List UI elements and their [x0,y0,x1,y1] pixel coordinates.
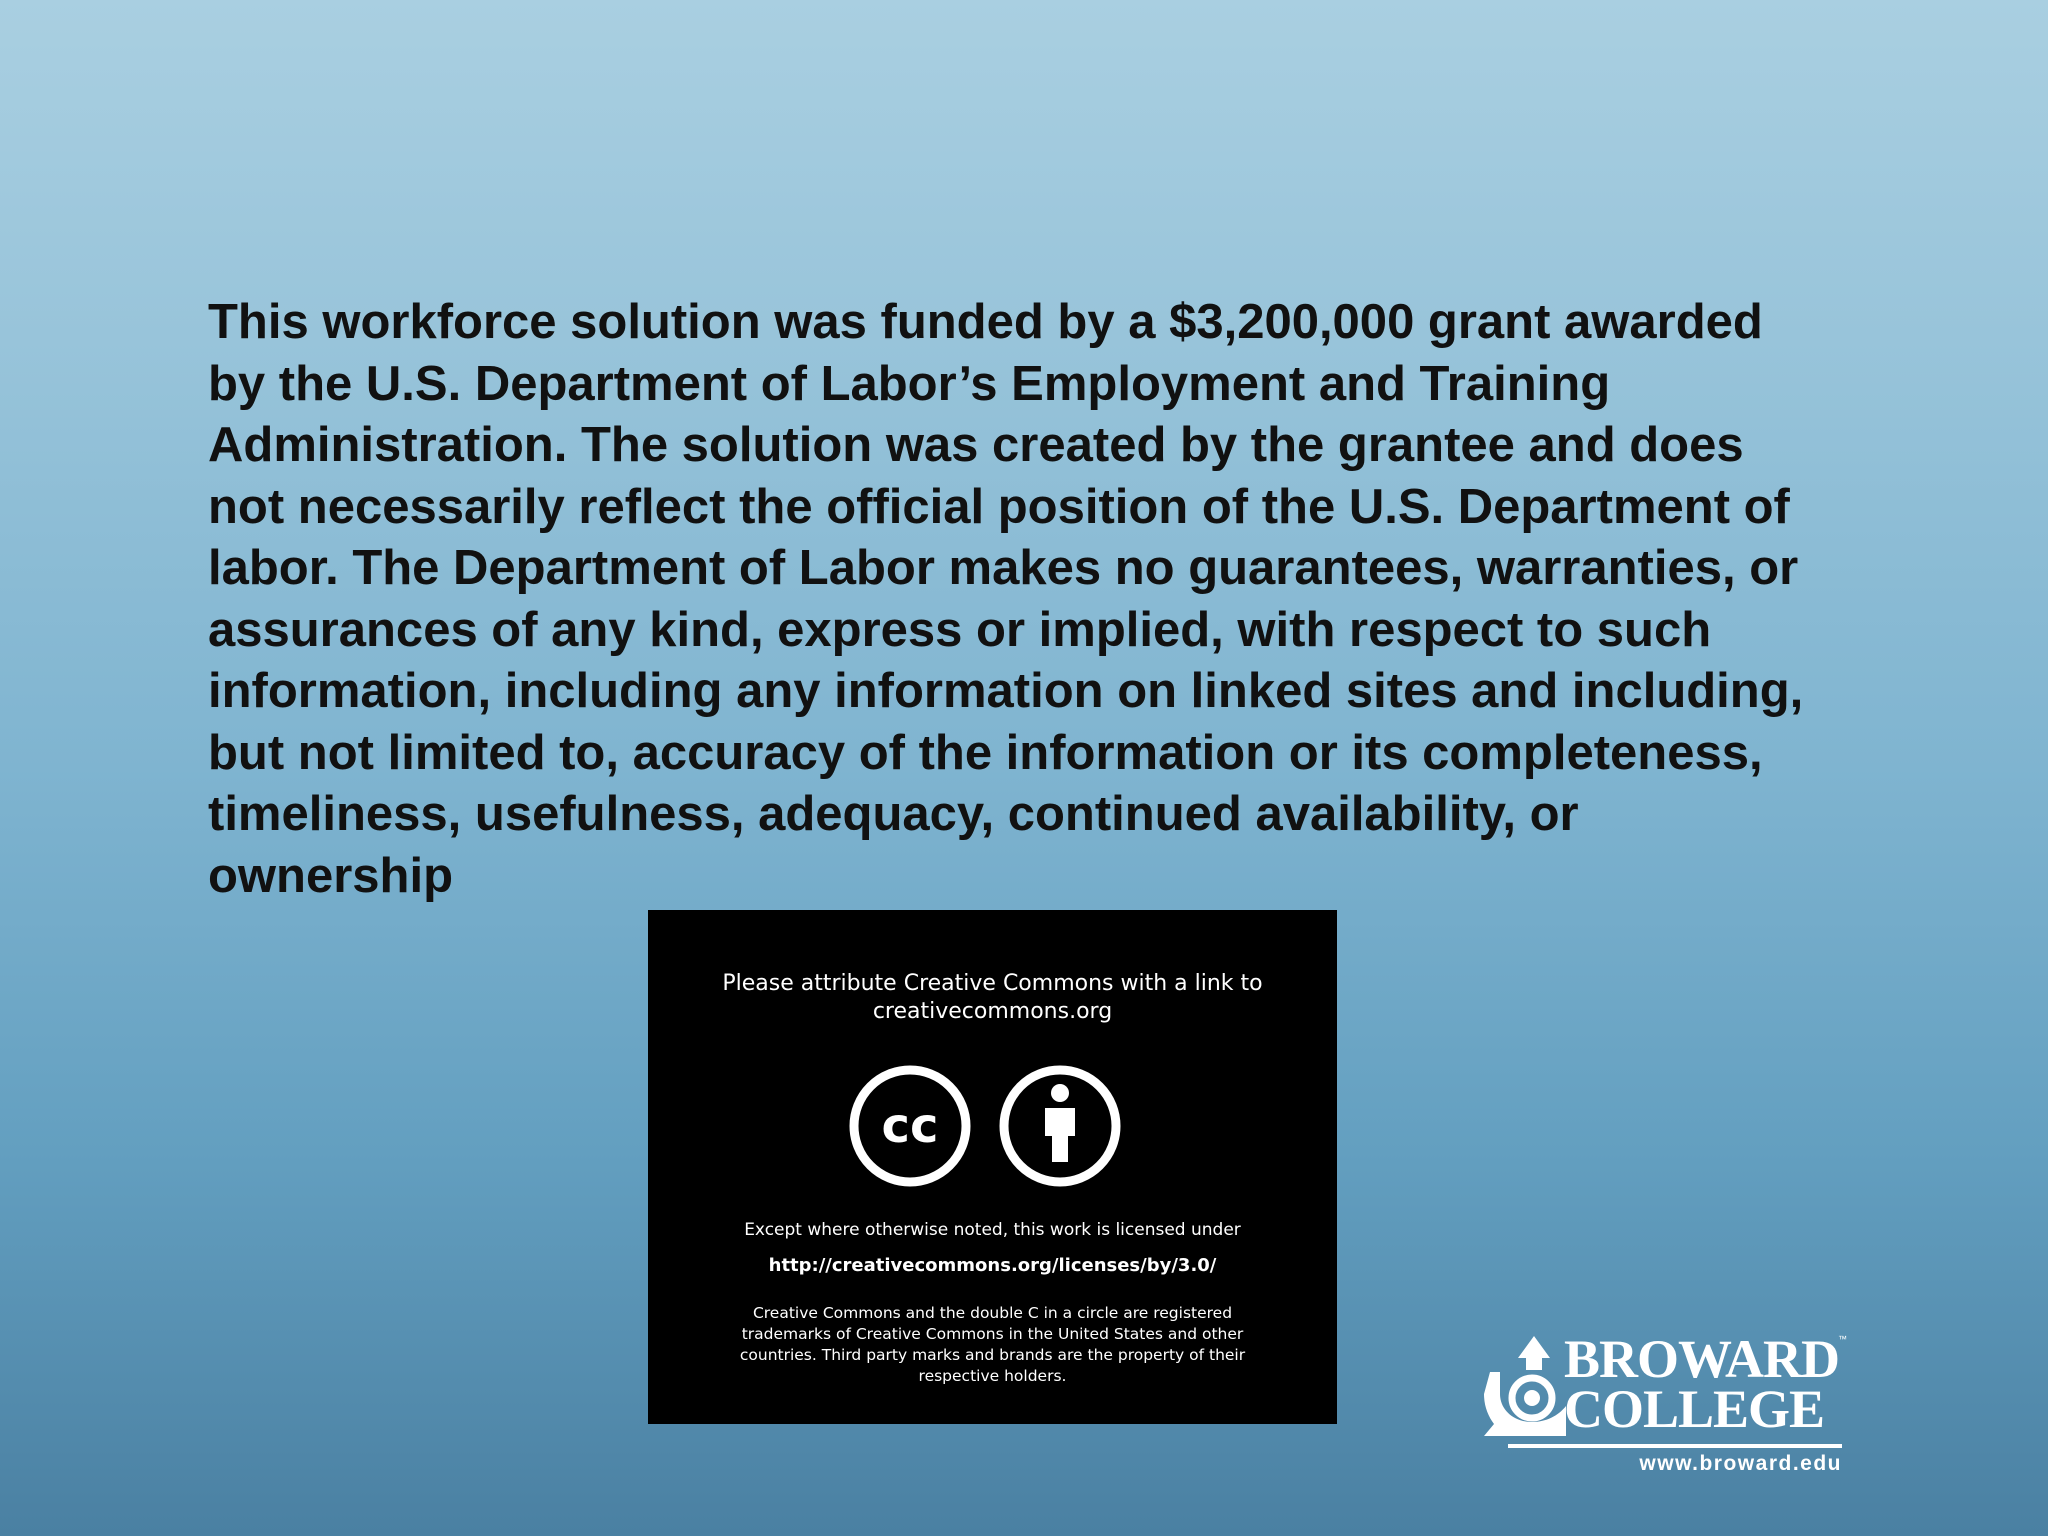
cc-trademark-line: trademarks of Creative Commons in the United States and other [741,1325,1244,1343]
disclaimer-line: ownership [208,848,454,903]
disclaimer-line: labor. The Department of Labor makes no guarantees, warranties, or [208,541,1799,595]
cc-trademark-line: countries. Third party marks and brands are the property of their [739,1346,1246,1364]
cc-trademark-text [688,1303,1297,1387]
attribution-person-icon [998,1064,1122,1188]
logo-divider [1508,1444,1842,1448]
cc-attribution-link[interactable]: creativecommons.org [872,999,1113,1024]
cc-icons [648,1064,1337,1188]
disclaimer-text [208,292,1908,907]
cc-license-notice: Except where otherwise noted, this work is licensed under [744,1220,1241,1240]
logo-college: COLLEGE [1564,1379,1825,1439]
cc-icon-label: cc [881,1098,939,1154]
disclaimer-line: Administration. The solution was created by the grantee and does [208,418,1744,472]
broward-college-logo [1480,1329,1847,1482]
logo-trademark: ™ [1838,1334,1847,1344]
disclaimer-line: but not limited to, accuracy of the information or its completeness, [208,725,1763,780]
disclaimer-line: not necessarily reflect the official position of the U.S. Department of [208,479,1790,534]
disclaimer-line: timeliness, usefulness, adequacy, continued availability, or [208,787,1579,841]
disclaimer-line: assurances of any kind, express or implied, with respect to such [208,602,1712,657]
cc-license-url[interactable]: http://creativecommons.org/licenses/by/3.0/ [768,1255,1217,1276]
cc-attribution-line: Please attribute Creative Commons with a link to [722,971,1263,996]
cc-attribution-text [648,970,1337,1026]
cc-trademark-line: respective holders. [918,1367,1067,1385]
disclaimer-line: This workforce solution was funded by a $3,200,000 grant awarded [208,295,1763,349]
logo-website[interactable]: www.broward.edu [1639,1452,1842,1475]
logo-broward: BROWARD [1564,1329,1840,1389]
cc-icon [848,1064,972,1188]
cc-trademark-line: Creative Commons and the double C in a circle are registered [752,1304,1233,1322]
disclaimer-line: by the U.S. Department of Labor’s Employment and Training [208,356,1611,411]
broward-emblem-icon [1480,1332,1566,1436]
disclaimer-line: information, including any information on linked sites and including, [208,664,1804,718]
cc-license-box [648,910,1337,1424]
